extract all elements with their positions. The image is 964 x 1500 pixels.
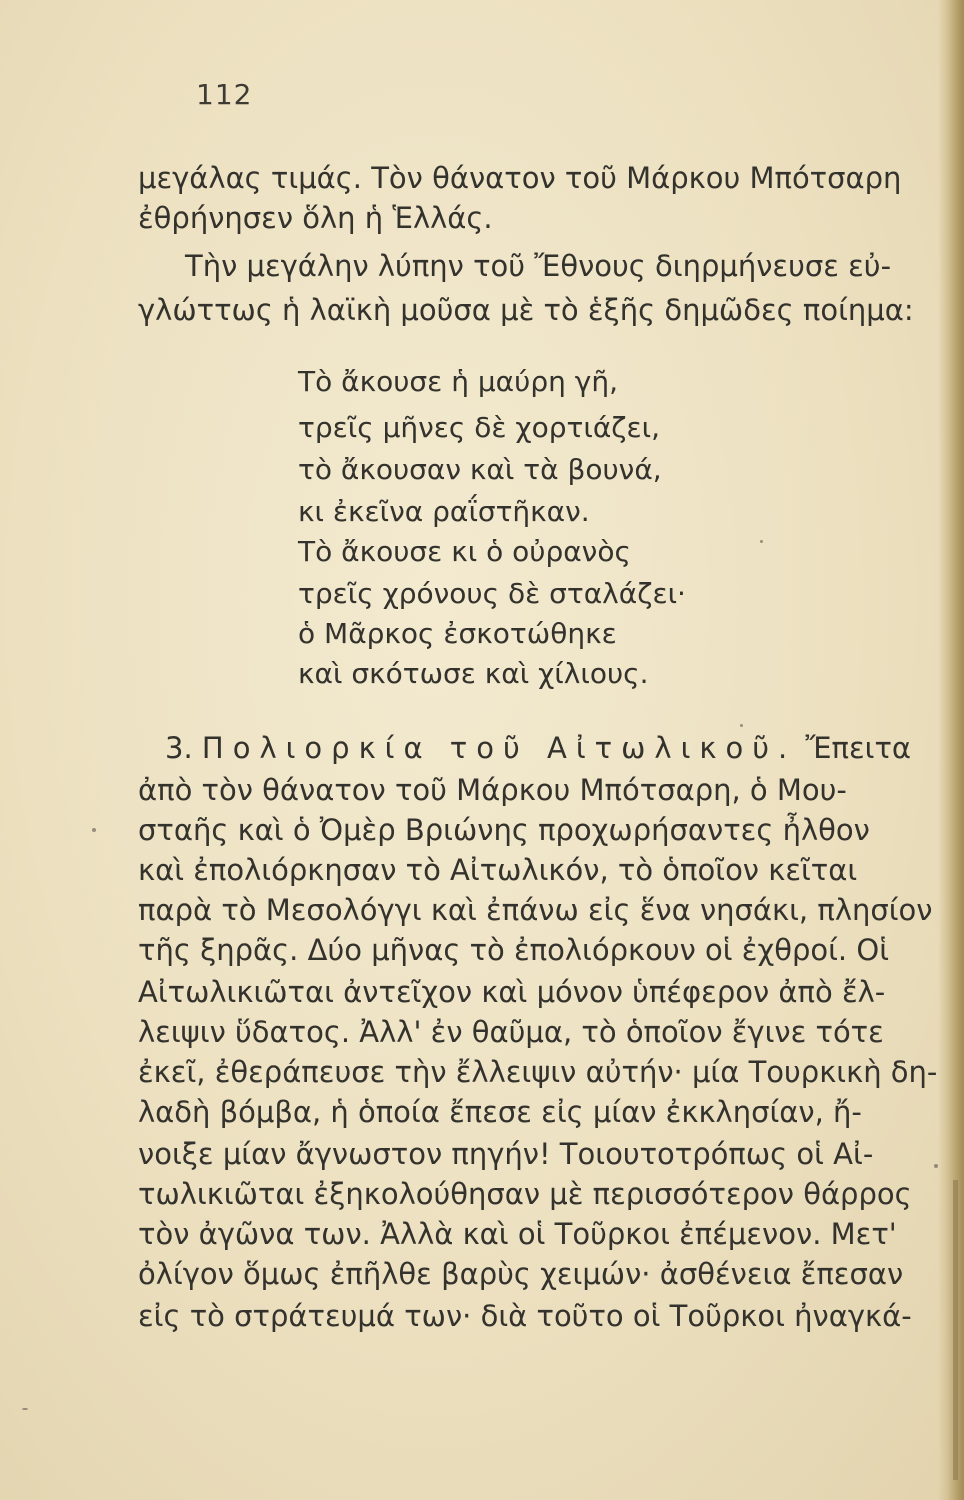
- paper-speck: [740, 724, 743, 727]
- paper-speck: [934, 1164, 938, 1168]
- body-line: τωλικιῶται ἐξηκολούθησαν μὲ περισσότερον θάρρος: [138, 1177, 912, 1211]
- poem-line: κι ἐκεῖνα ραΐστῆκαν.: [298, 495, 590, 528]
- body-line: εἰς τὸ στράτευμά των· διὰ τοῦτο οἱ Τοῦρκοι ἠναγκά-: [138, 1299, 912, 1333]
- body-line: παρὰ τὸ Μεσολόγγι καὶ ἐπάνω εἰς ἕνα νησάκι, πλησίον: [138, 893, 933, 927]
- section-first-word: Ἔπειτα: [805, 731, 912, 765]
- body-line: καὶ ἐπολιόρκησαν τὸ Αἰτωλικόν, τὸ ὁποῖον κεῖται: [138, 853, 858, 887]
- body-line: Αἰτωλικιῶται ἀντεῖχον καὶ μόνον ὑπέφερον ἀπὸ ἔλ-: [138, 975, 886, 1009]
- poem-line: τρεῖς μῆνες δὲ χορτιάζει,: [298, 411, 661, 444]
- poem-line: ὁ Μᾶρκος ἐσκοτώθηκε: [298, 617, 617, 650]
- intro-line-2: ἐθρήνησεν ὅλη ἡ Ἑλλάς.: [138, 201, 493, 235]
- section-number: 3.: [165, 731, 193, 765]
- body-line: νοιξε μίαν ἄγνωστον πηγήν! Τοιουτοτρόπως οἱ Αἰ-: [138, 1137, 874, 1171]
- poem-line: τὸ ἄκουσαν καὶ τὰ βουνά,: [298, 453, 662, 486]
- paper-speck: [22, 1408, 28, 1410]
- body-line: ἐκεῖ, ἐθεράπευσε τὴν ἔλλειψιν αὐτήν· μία Τουρκικὴ δη-: [138, 1055, 938, 1089]
- body-line: λειψιν ὕδατος. Ἀλλ' ἐν θαῦμα, τὸ ὁποῖον ἔγινε τότε: [138, 1015, 884, 1049]
- body-line: τῆς ξηρᾶς. Δύο μῆνας τὸ ἐπολιόρκουν οἱ ἐχθροί. Οἱ: [138, 933, 890, 967]
- paper-speck: [92, 828, 96, 832]
- intro-line-3: Τὴν μεγάλην λύπην τοῦ Ἔθνους διηρμήνευσε εὐ-: [185, 249, 892, 283]
- page-edge-mark: [953, 1180, 958, 1480]
- section-title: Πολιορκία τοῦ Αἰτωλικοῦ.: [201, 731, 797, 765]
- poem-line: Τὸ ἄκουσε ἡ μαύρη γῆ,: [298, 365, 618, 398]
- section-heading: [165, 726, 911, 770]
- poem-line: καὶ σκότωσε καὶ χίλιους.: [298, 657, 649, 690]
- body-line: ὀλίγον ὅμως ἐπῆλθε βαρὺς χειμών· ἀσθένεια ἔπεσαν: [138, 1257, 904, 1291]
- page-edge-shadow: [938, 0, 964, 1500]
- poem-line: Τὸ ἄκουσε κι ὁ οὐρανὸς: [298, 535, 631, 568]
- body-line: ἀπὸ τὸν θάνατον τοῦ Μάρκου Μπότσαρη, ὁ Μου-: [138, 773, 847, 807]
- poem-line: τρεῖς χρόνους δὲ σταλάζει·: [298, 577, 686, 610]
- intro-line-1: μεγάλας τιμάς. Τὸν θάνατον τοῦ Μάρκου Μπότσαρη: [138, 161, 902, 195]
- body-line: λαδὴ βόμβα, ἡ ὁποία ἔπεσε εἰς μίαν ἐκκλησίαν, ἤ-: [138, 1095, 862, 1129]
- intro-line-4: γλώττως ἡ λαϊκὴ μοῦσα μὲ τὸ ἑξῆς δημῶδες ποίημα:: [138, 293, 914, 327]
- page-number: 112: [196, 78, 253, 111]
- paper-speck: [760, 540, 763, 543]
- body-line: σταῆς καὶ ὁ Ὀμὲρ Βριώνης προχωρήσαντες ἦλθον: [138, 813, 870, 847]
- body-line: τὸν ἀγῶνα των. Ἀλλὰ καὶ οἱ Τοῦρκοι ἐπέμενον. Μετ': [138, 1217, 897, 1251]
